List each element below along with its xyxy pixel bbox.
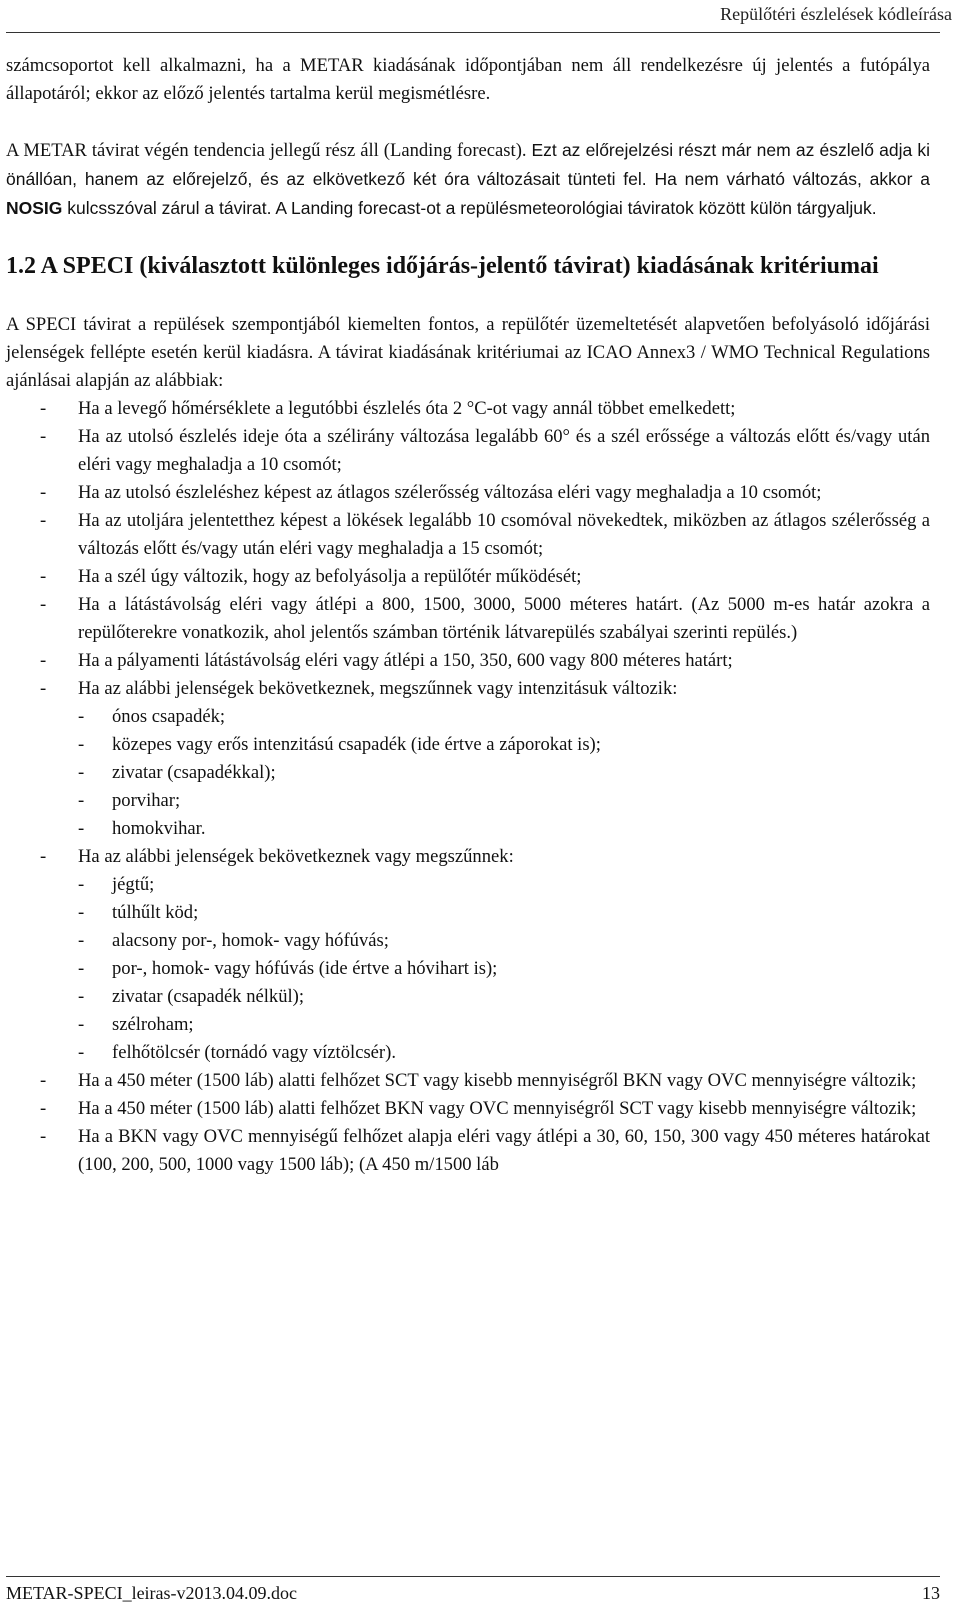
list-dash: -	[78, 790, 85, 811]
criteria-item	[6, 479, 930, 507]
list-dash: -	[40, 426, 47, 447]
list-dash: -	[78, 902, 85, 923]
criteria-item	[6, 395, 930, 423]
criteria-list	[6, 395, 930, 1179]
phenomenon-text: homokvihar.	[112, 818, 206, 839]
phenomenon-text: felhőtölcsér (tornádó vagy víztölcsér).	[112, 1042, 396, 1063]
list-dash: -	[40, 1098, 47, 1119]
landing-forecast-text-a: A METAR távirat végén tendencia jellegű rész áll (Landing forecast).	[6, 140, 532, 161]
phenomenon-item	[6, 815, 930, 843]
criteria-text: Ha az utolsó észleléshez képest az átlagos szélerősség változása eléri vagy meghaladja a 10 csomót;	[78, 482, 822, 503]
phenomena-list-intensity	[78, 703, 930, 843]
phenomenon-item	[6, 871, 930, 899]
criteria-item	[6, 591, 930, 647]
list-dash: -	[40, 482, 47, 503]
criteria-item	[6, 563, 930, 591]
list-dash: -	[78, 930, 85, 951]
phenomenon-text: közepes vagy erős intenzitású csapadék (ide értve a záporokat is);	[112, 734, 601, 755]
list-dash: -	[40, 594, 47, 615]
phenomenon-item	[6, 703, 930, 731]
criteria-text: Ha az utoljára jelentetthez képest a lökések legalább 10 csomóval növekedtek, miközben az átlagos szélerősség a változás előtt és/vagy után eléri vagy meghaladja a 15 csomót;	[78, 510, 930, 559]
criteria-text: Ha a látástávolság eléri vagy átlépi a 800, 1500, 3000, 5000 méteres határt. (Az 5000 m-es határ azokra a repülőterekre vonatkozik, ahol jelentős számban történik látvarepülés szabályai szerinti repülés.)	[78, 594, 930, 643]
criteria-text: Ha a 450 méter (1500 láb) alatti felhőzet SCT vagy kisebb mennyiségről BKN vagy OVC mennyiségre változik;	[78, 1070, 917, 1091]
list-dash: -	[78, 734, 85, 755]
page-number: 13	[922, 1583, 940, 1603]
criteria-text: Ha a BKN vagy OVC mennyiségű felhőzet alapja eléri vagy átlépi a 30, 60, 150, 300 vagy 450 méteres határokat (100, 200, 500, 1000 vagy 1500 láb); (A 450 m/1500 láb	[78, 1126, 930, 1175]
footer-filename: METAR-SPECI_leiras-v2013.04.09.doc	[6, 1583, 298, 1603]
header-title: Repülőtéri észlelések kódleírása	[720, 4, 952, 24]
section-heading: 1.2 A SPECI (kiválasztott különleges időjárás-jelentő távirat) kiadásának kritériumai	[6, 253, 879, 279]
criteria-text: Ha az utolsó észlelés ideje óta a szélirány változása legalább 60° és a szél erőssége a változás előtt és/vagy után eléri vagy meghaladja a 10 csomót;	[78, 426, 930, 475]
criteria-text: Ha a 450 méter (1500 láb) alatti felhőzet BKN vagy OVC mennyiségről SCT vagy kisebb mennyiségre változik;	[78, 1098, 917, 1119]
page-header	[0, 0, 960, 25]
group-label: Ha az alábbi jelenségek bekövetkeznek, megszűnnek vagy intenzitásuk változik:	[78, 678, 678, 699]
list-dash: -	[78, 706, 85, 727]
phenomenon-text: alacsony por-, homok- vagy hófúvás;	[112, 930, 389, 951]
criteria-item	[6, 1067, 930, 1095]
criteria-item	[6, 1095, 930, 1123]
list-dash: -	[78, 1042, 85, 1063]
phenomenon-item	[6, 787, 930, 815]
phenomenon-item	[6, 731, 930, 759]
document-body	[6, 52, 930, 1179]
list-dash: -	[78, 874, 85, 895]
criteria-text: Ha a levegő hőmérséklete a legutóbbi észlelés óta 2 °C-ot vagy annál többet emelkedett;	[78, 398, 736, 419]
phenomenon-text: túlhűlt köd;	[112, 902, 199, 923]
criteria-item	[6, 1123, 930, 1179]
criteria-text: Ha a pályamenti látástávolság eléri vagy átlépi a 150, 350, 600 vagy 800 méteres határt;	[78, 650, 733, 671]
phenomenon-text: zivatar (csapadékkal);	[112, 762, 276, 783]
phenomena-list-onset	[78, 871, 930, 1067]
list-dash: -	[40, 398, 47, 419]
phenomenon-item	[6, 759, 930, 787]
criteria-group-onset	[6, 843, 930, 1067]
phenomenon-text: zivatar (csapadék nélkül);	[112, 986, 305, 1007]
speci-intro: A SPECI távirat a repülések szempontjából kiemelten fontos, a repülőtér üzemeltetését alapvetően befolyásoló időjárási jelenségek fellépte esetén kerül kiadásra. A távirat kiadásának kritériumai az ICAO Annex3 / WMO Technical Regulations ajánlásai alapján az alábbiak:	[6, 314, 930, 391]
list-dash: -	[78, 958, 85, 979]
header-divider	[6, 32, 940, 33]
landing-forecast-text-b-inner: Ezt az előrejelzési részt már nem az észlelő adja ki önállóan, hanem az előrejelző, és az elkövetkező két óra változásait tünteti fel. Ha nem várható változás, akkor a	[6, 140, 930, 189]
criteria-item	[6, 507, 930, 563]
list-dash: -	[40, 566, 47, 587]
list-dash: -	[40, 1126, 47, 1147]
phenomenon-item	[6, 927, 930, 955]
criteria-text: Ha a szél úgy változik, hogy az befolyásolja a repülőtér működését;	[78, 566, 582, 587]
criteria-item	[6, 423, 930, 479]
list-dash: -	[40, 650, 47, 671]
phenomenon-text: por-, homok- vagy hófúvás (ide értve a hóvihart is);	[112, 958, 498, 979]
phenomenon-text: jégtű;	[112, 874, 155, 895]
page-footer	[6, 1583, 940, 1604]
list-dash: -	[40, 510, 47, 531]
phenomenon-item	[6, 1039, 930, 1067]
list-dash: -	[78, 986, 85, 1007]
phenomenon-item	[6, 983, 930, 1011]
list-dash: -	[78, 818, 85, 839]
nosig-keyword: NOSIG	[6, 198, 63, 218]
phenomenon-text: ónos csapadék;	[112, 706, 226, 727]
criteria-item	[6, 647, 930, 675]
footer-divider	[6, 1576, 940, 1577]
phenomenon-item	[6, 1011, 930, 1039]
list-dash: -	[78, 1014, 85, 1035]
group-label: Ha az alábbi jelenségek bekövetkeznek vagy megszűnnek:	[78, 846, 514, 867]
paragraph-runway-state: számcsoportot kell alkalmazni, ha a METAR kiadásának időpontjában nem áll rendelkezésre új jelentés a futópálya állapotáról; ekkor az előző jelentés tartalma kerül megismétlésre.	[6, 55, 930, 104]
list-dash: -	[40, 846, 47, 867]
list-dash: -	[78, 762, 85, 783]
paragraph-landing-forecast	[6, 136, 930, 223]
phenomenon-text: szélroham;	[112, 1014, 194, 1035]
phenomenon-text: porvihar;	[112, 790, 181, 811]
phenomenon-item	[6, 899, 930, 927]
list-dash: -	[40, 678, 47, 699]
phenomenon-item	[6, 955, 930, 983]
criteria-group-intensity	[6, 675, 930, 843]
landing-forecast-text-c: kulcsszóval zárul a távirat. A Landing forecast-ot a repülésmeteorológiai táviratok között külön tárgyaljuk.	[62, 198, 877, 218]
list-dash: -	[40, 1070, 47, 1091]
